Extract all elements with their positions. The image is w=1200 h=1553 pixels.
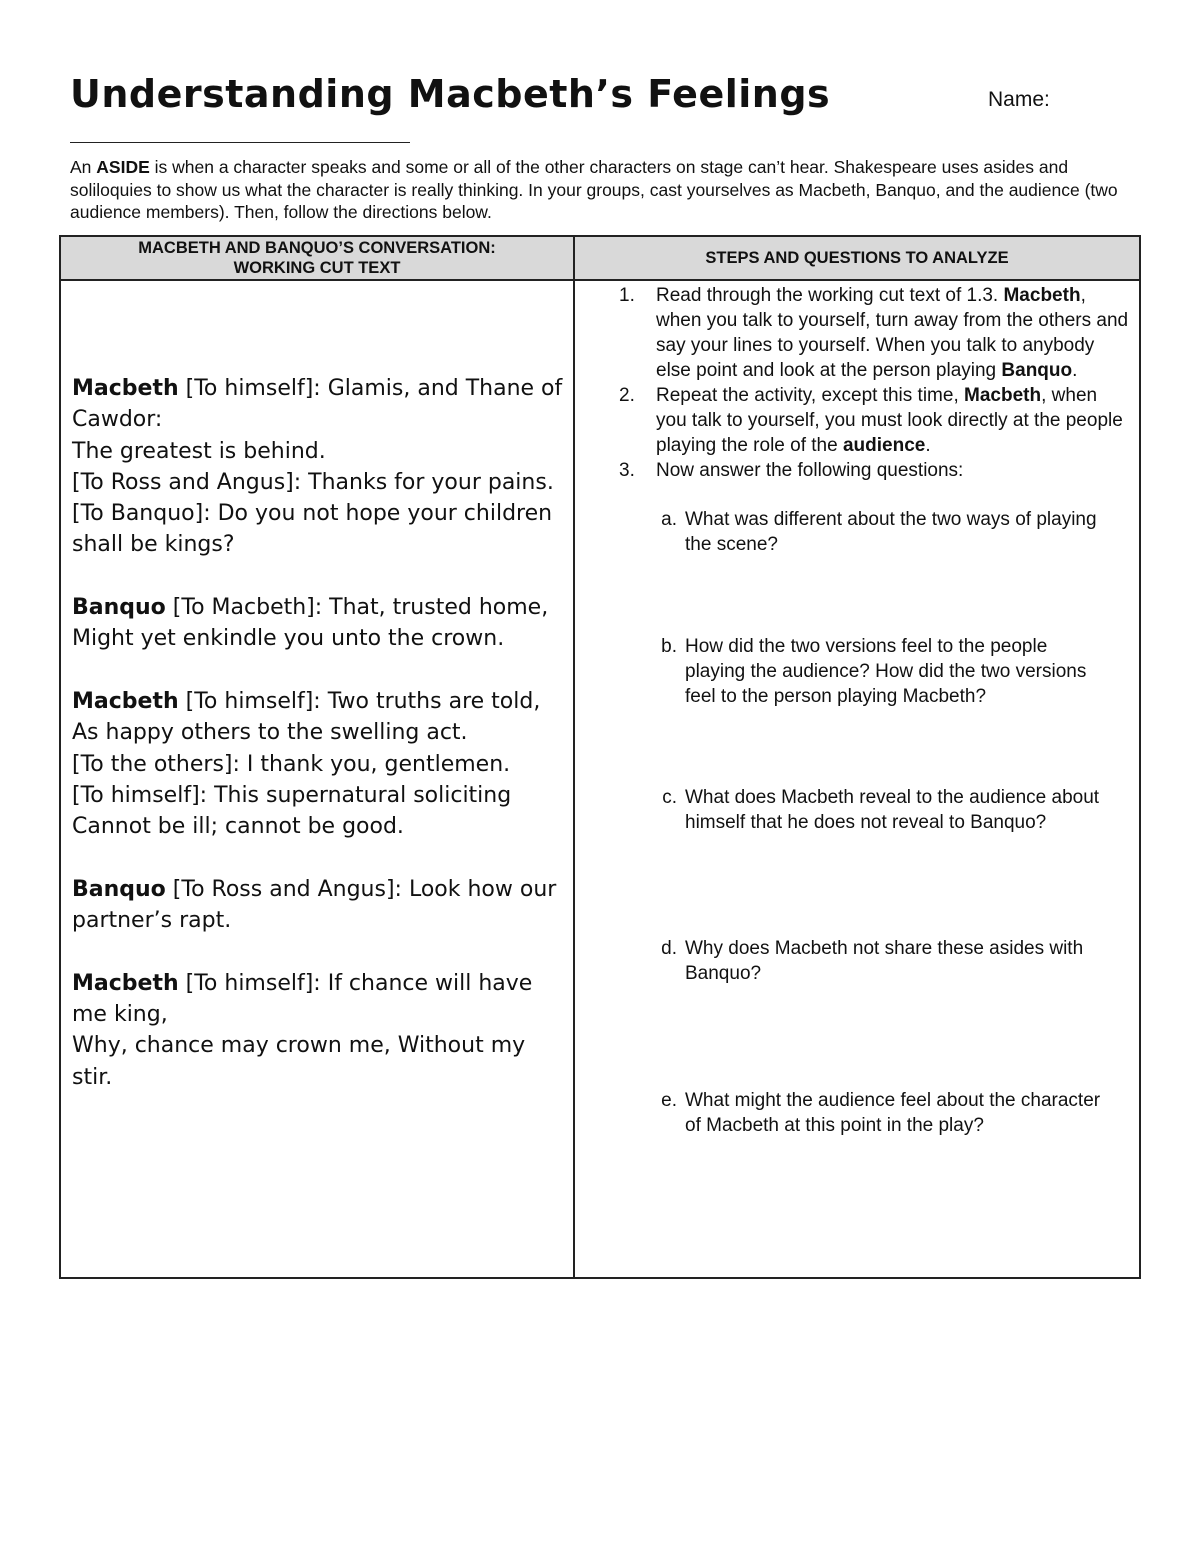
step-text: . [1072, 360, 1078, 381]
speech-line: The greatest is behind. [72, 438, 326, 464]
steps-cell [574, 280, 1140, 1278]
speech-line: [To himself]: Glamis, and Thane of Cawdor: [72, 376, 563, 433]
worksheet-table [59, 235, 1141, 1279]
question-a [661, 507, 1105, 557]
name-blank-line [70, 142, 410, 143]
speech-banquo-2 [72, 874, 565, 937]
question-letter: d. [661, 938, 677, 959]
question-text: What was different about the two ways of playing the scene? [685, 509, 1097, 555]
step-item [619, 283, 1131, 383]
step-item [619, 458, 1131, 483]
intro-aside-term: ASIDE [96, 157, 150, 177]
speech-line: Cannot be ill; cannot be good. [72, 814, 404, 840]
step-number: 3. [619, 460, 635, 481]
left-header-line-2: WORKING CUT TEXT [233, 259, 401, 277]
step-text: , when you talk to yourself, you must look directly at the people playing the role of the [656, 385, 1123, 456]
steps-list [619, 283, 1131, 483]
question-letter: b. [661, 636, 677, 657]
question-c [662, 785, 1105, 835]
speaker-name: Banquo [72, 876, 166, 902]
speech-line: [To Ross and Angus]: Thanks for your pains. [72, 469, 554, 495]
question-text: What might the audience feel about the character of Macbeth at this point in the play? [685, 1090, 1101, 1136]
question-d [661, 936, 1105, 986]
step-bold-role: Banquo [1001, 360, 1073, 381]
speech-line: Might yet enkindle you unto the crown. [72, 626, 505, 652]
question-text: How did the two versions feel to the people playing the audience? How did the two versions feel to the person playing Macbeth? [685, 636, 1087, 707]
speech-line: [To Ross and Angus]: Look how our partner’s rapt. [72, 876, 557, 934]
table-body-row [60, 280, 1140, 1278]
step-text: , when you talk to yourself, turn away from the others and say your lines to yourself. When you talk to anybody else point and look at the person playing [656, 285, 1129, 381]
speech-macbeth-1 [72, 373, 565, 561]
step-text: Read through the working cut text of 1.3. [656, 285, 1004, 306]
question-text: What does Macbeth reveal to the audience about himself that he does not reveal to Banquo? [685, 787, 1100, 833]
step-number: 1. [619, 285, 635, 306]
question-letter: a. [661, 509, 677, 530]
question-letter: e. [661, 1090, 677, 1111]
speaker-name: Macbeth [72, 376, 179, 401]
step-bold-role: Macbeth [1003, 285, 1081, 306]
speech-macbeth-2 [72, 686, 565, 842]
question-e [661, 1088, 1105, 1138]
dialogue-cell [60, 280, 574, 1278]
step-number: 2. [619, 385, 635, 406]
step-item [619, 383, 1131, 458]
question-b [661, 634, 1105, 709]
speech-line: As happy others to the swelling act. [72, 720, 468, 746]
speech-line: [To Banquo]: Do you not hope your children shall be kings? [72, 501, 553, 558]
speech-line: [To himself]: This supernatural soliciting [72, 782, 512, 808]
speech-line: [To Macbeth]: That, trusted home, [165, 595, 549, 621]
speaker-name: Macbeth [72, 970, 179, 996]
speech-line: [To himself]: If chance will have me king, [72, 970, 533, 1027]
step-bold-role: Macbeth [964, 385, 1042, 406]
speech-macbeth-3 [72, 968, 565, 1093]
intro-text-start: An [70, 157, 97, 177]
question-letter: c. [662, 787, 677, 808]
speech-banquo-1 [72, 592, 565, 655]
speaker-name: Macbeth [72, 688, 179, 714]
steps-list-wrap [575, 281, 1139, 483]
left-column-header [60, 236, 574, 280]
speech-line: [To himself]: Two truths are told, [178, 688, 541, 714]
speech-line: Why, chance may crown me, Without my stir. [72, 1033, 526, 1090]
intro-paragraph [70, 156, 1130, 224]
intro-text-rest: is when a character speaks and some or all of the other characters on stage can’t hear. Shakespeare uses asides and soliloquies to show us what the character is really thinking. In your groups, cast yourselves as Macbeth, Banquo, and the audience (two audience members). Then, follow the directions below. [70, 157, 1118, 222]
step-text: . [925, 435, 931, 456]
question-text: Why does Macbeth not share these asides with Banquo? [685, 938, 1084, 984]
right-column-header: STEPS AND QUESTIONS TO ANALYZE [574, 236, 1140, 280]
left-header-line-1: MACBETH AND BANQUO’S CONVERSATION: [138, 239, 496, 257]
table-header-row [60, 236, 1140, 280]
page-title: Understanding Macbeth’s Feelings [70, 72, 831, 116]
speech-line: [To the others]: I thank you, gentlemen. [72, 751, 511, 777]
step-text: Repeat the activity, except this time, [656, 385, 965, 406]
speaker-name: Banquo [72, 595, 166, 621]
name-label: Name: [988, 88, 1050, 111]
step-text: Now answer the following questions: [656, 460, 964, 481]
step-bold-role: audience [842, 435, 926, 456]
